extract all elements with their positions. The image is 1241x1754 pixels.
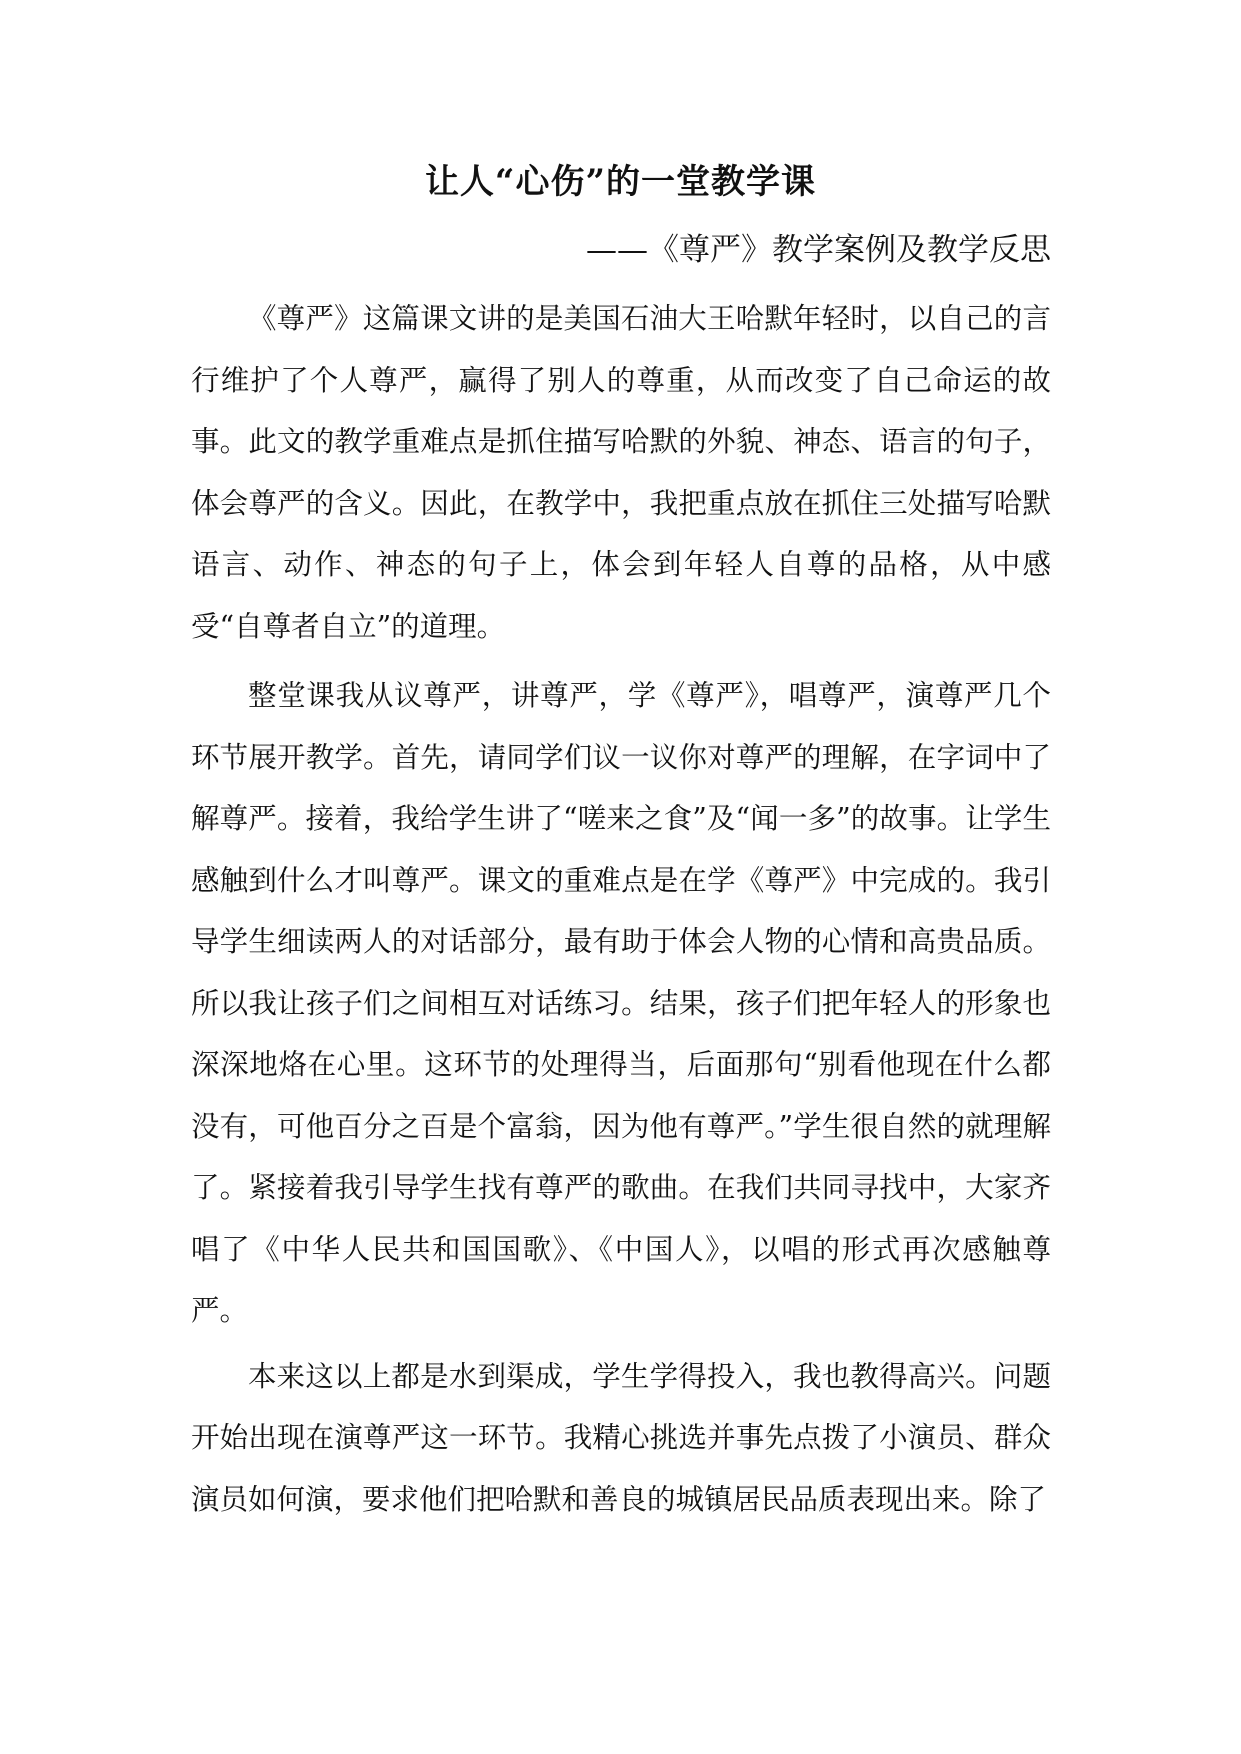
- paragraph-1: 《尊严》这篇课文讲的是美国石油大王哈默年轻时，以自己的言行维护了个人尊严，赢得了别人的尊重，从而改变了自己命运的故事。此文的教学重难点是抓住描写哈默的外貌、神态、语言的句子，体会尊严的含义。因此，在教学中，我把重点放在抓住三处描写哈默语言、动作、神态的句子上，体会到年轻人自尊的品格，从中感受“自尊者自立”的道理。: [191, 302, 1051, 643]
- paragraph-2: 整堂课我从议尊严，讲尊严，学《尊严》，唱尊严，演尊严几个环节展开教学。首先，请同学们议一议你对尊严的理解，在字词中了解尊严。接着，我给学生讲了“嗟来之食”及“闻一多”的故事。让学生感触到什么才叫尊严。课文的重难点是在学《尊严》中完成的。我引导学生细读两人的对话部分，最有助于体会人物的心情和高贵品质。所以我让孩子们之间相互对话练习。结果，孩子们把年轻人的形象也深深地烙在心里。这环节的处理得当，后面那句“别看他现在什么都没有，可他百分之百是个富翁，因为他有尊严。”学生很自然的就理解了。紧接着我引导学生找有尊严的歌曲。在我们共同寻找中，大家齐唱了《中华人民共和国国歌》、《中国人》，以唱的形式再次感触尊严。: [191, 679, 1051, 1327]
- document-subtitle: ——《尊严》教学案例及教学反思: [586, 232, 1051, 268]
- document-title: 让人“心伤”的一堂教学课: [424, 162, 817, 202]
- paragraph-3: 本来这以上都是水到渠成，学生学得投入，我也教得高兴。问题开始出现在演尊严这一环节。我精心挑选并事先点拨了小演员、群众演员如何演，要求他们把哈默和善良的城镇居民品质表现出来。除了: [191, 1359, 1051, 1516]
- document-body: [191, 288, 1051, 1534]
